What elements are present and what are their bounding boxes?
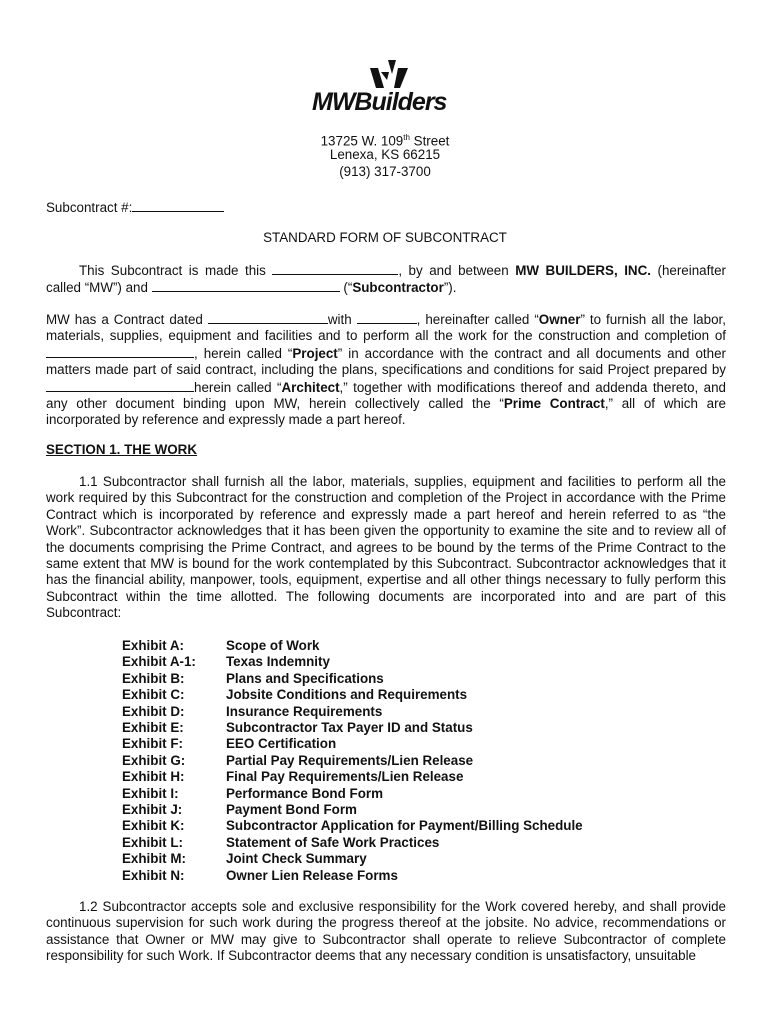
exhibit-label: Exhibit L: — [122, 834, 183, 850]
exhibit-description: Performance Bond Form — [226, 785, 383, 801]
exhibit-list — [122, 638, 583, 884]
phone-number: (913) 317-3700 — [339, 164, 431, 179]
document-title: STANDARD FORM OF SUBCONTRACT — [263, 230, 507, 245]
logo-wordmark: MWBuilders — [312, 88, 447, 116]
exhibit-label: Exhibit G: — [122, 752, 186, 768]
exhibit-description: Statement of Safe Work Practices — [226, 834, 440, 850]
exhibit-row — [122, 671, 583, 687]
exhibit-description: Partial Pay Requirements/Lien Release — [226, 752, 474, 768]
mw-builders-logo — [312, 58, 462, 120]
subcontract-number-blank[interactable] — [132, 199, 224, 212]
address-line-2: Lenexa, KS 66215 — [329, 147, 441, 162]
exhibit-row — [122, 835, 583, 851]
contract-party-blank[interactable] — [357, 311, 417, 324]
exhibit-label: Exhibit I: — [122, 785, 179, 801]
exhibit-label: Exhibit C: — [122, 687, 185, 703]
exhibit-row — [122, 802, 583, 818]
exhibit-description: Plans and Specifications — [226, 670, 384, 686]
exhibit-label: Exhibit K: — [122, 818, 185, 834]
exhibit-label: Exhibit B: — [122, 670, 185, 686]
exhibit-label: Exhibit A: — [122, 638, 184, 653]
contract-date-blank[interactable] — [208, 311, 328, 324]
exhibit-description: Final Pay Requirements/Lien Release — [226, 769, 464, 785]
exhibit-description: Insurance Requirements — [226, 703, 383, 719]
exhibit-description: Texas Indemnity — [226, 654, 330, 670]
exhibit-row — [122, 769, 583, 785]
exhibit-label: Exhibit M: — [122, 851, 186, 867]
exhibit-label: Exhibit H: — [122, 769, 185, 785]
paragraph-1-2: 1.2 Subcontractor accepts sole and exclusive responsibility for the Work covered hereby, and shall provide continuous supervision for such work during the progress thereof at the jobsite. No advice, recommendations or assistance that Owner or MW may give to Subcontractor shall operate to relieve Subcontractor of complete responsibility for such Work. If Subcontractor deems that any necessary condition is unsatisfactory, unsuitable — [46, 899, 726, 964]
intro-paragraph: This Subcontract is made this , by and between MW BUILDERS, INC. (hereinafter called “MW”) and (“Subcontractor”). — [46, 263, 726, 296]
exhibit-description: Joint Check Summary — [226, 851, 367, 867]
exhibit-description: Subcontractor Tax Payer ID and Status — [226, 720, 473, 736]
exhibit-row — [122, 786, 583, 802]
exhibit-row — [122, 687, 583, 703]
architect-name-blank[interactable] — [46, 379, 194, 392]
exhibit-label: Exhibit D: — [122, 703, 185, 719]
exhibit-row — [122, 818, 583, 834]
exhibit-label: Exhibit F: — [122, 736, 183, 752]
exhibit-row — [122, 736, 583, 752]
subcontract-number: Subcontract #: — [46, 199, 224, 215]
exhibit-description: Subcontractor Application for Payment/Billing Schedule — [226, 818, 583, 834]
exhibit-description: EEO Certification — [226, 736, 337, 752]
exhibit-row — [122, 638, 583, 654]
mw-logo-mark-icon — [312, 58, 462, 90]
exhibit-row — [122, 654, 583, 670]
exhibit-label: Exhibit A-1: — [122, 654, 196, 670]
exhibit-description: Scope of Work — [226, 638, 320, 653]
exhibit-description: Payment Bond Form — [226, 802, 357, 818]
exhibit-row — [122, 753, 583, 769]
exhibit-label: Exhibit N: — [122, 867, 185, 883]
exhibit-label: Exhibit J: — [122, 802, 183, 818]
exhibit-description: Owner Lien Release Forms — [226, 867, 398, 883]
date-blank[interactable] — [272, 262, 398, 275]
paragraph-1-1: 1.1 Subcontractor shall furnish all the labor, materials, supplies, equipment and facilities to perform all the work required by this Subcontract for the construction and completion of the Project in accordance with the Prime Contract which is incorporated by reference and expressly made a part hereof and herein referred to as “the Work”. Subcontractor acknowledges that it has been given the opportunity to examine the site and to review all of the documents comprising the Prime Contract, and agrees to be bound by the terms of the Prime Contract to the same extent that MW is bound for the work contemplated by this Subcontract. Subcontractor acknowledges that it has the financial ability, manpower, tools, equipment, expertise and all other things necessary to fully perform this Subcontract within the time allotted. The following documents are incorporated into and are part of this Subcontract: — [46, 474, 726, 621]
section-1-heading: SECTION 1. THE WORK — [46, 442, 198, 457]
exhibit-row — [122, 704, 583, 720]
exhibit-row — [122, 851, 583, 867]
subcontractor-name-blank[interactable] — [152, 279, 340, 292]
prime-contract-paragraph: MW has a Contract dated with , hereinafter called “Owner” to furnish all the labor, materials, supplies, equipment and facilities and to perform all the work for the construction and completion of , herein called “Project” in accordance with the contract and all documents and other matters made part of said contract, including the plans, specifications and conditions for said Project prepared by herein called “Architect,” together with modifications thereof and addenda thereto, and any other document binding upon MW, herein collectively called the “Prime Contract,” all of which are incorporated by reference and expressly made a part hereof. — [46, 312, 726, 428]
address-line-1: 13725 W. 109th Street — [320, 133, 450, 149]
exhibit-row — [122, 720, 583, 736]
exhibit-row — [122, 868, 583, 884]
exhibit-description: Jobsite Conditions and Requirements — [226, 687, 468, 703]
project-name-blank[interactable] — [46, 345, 194, 358]
exhibit-label: Exhibit E: — [122, 720, 184, 736]
